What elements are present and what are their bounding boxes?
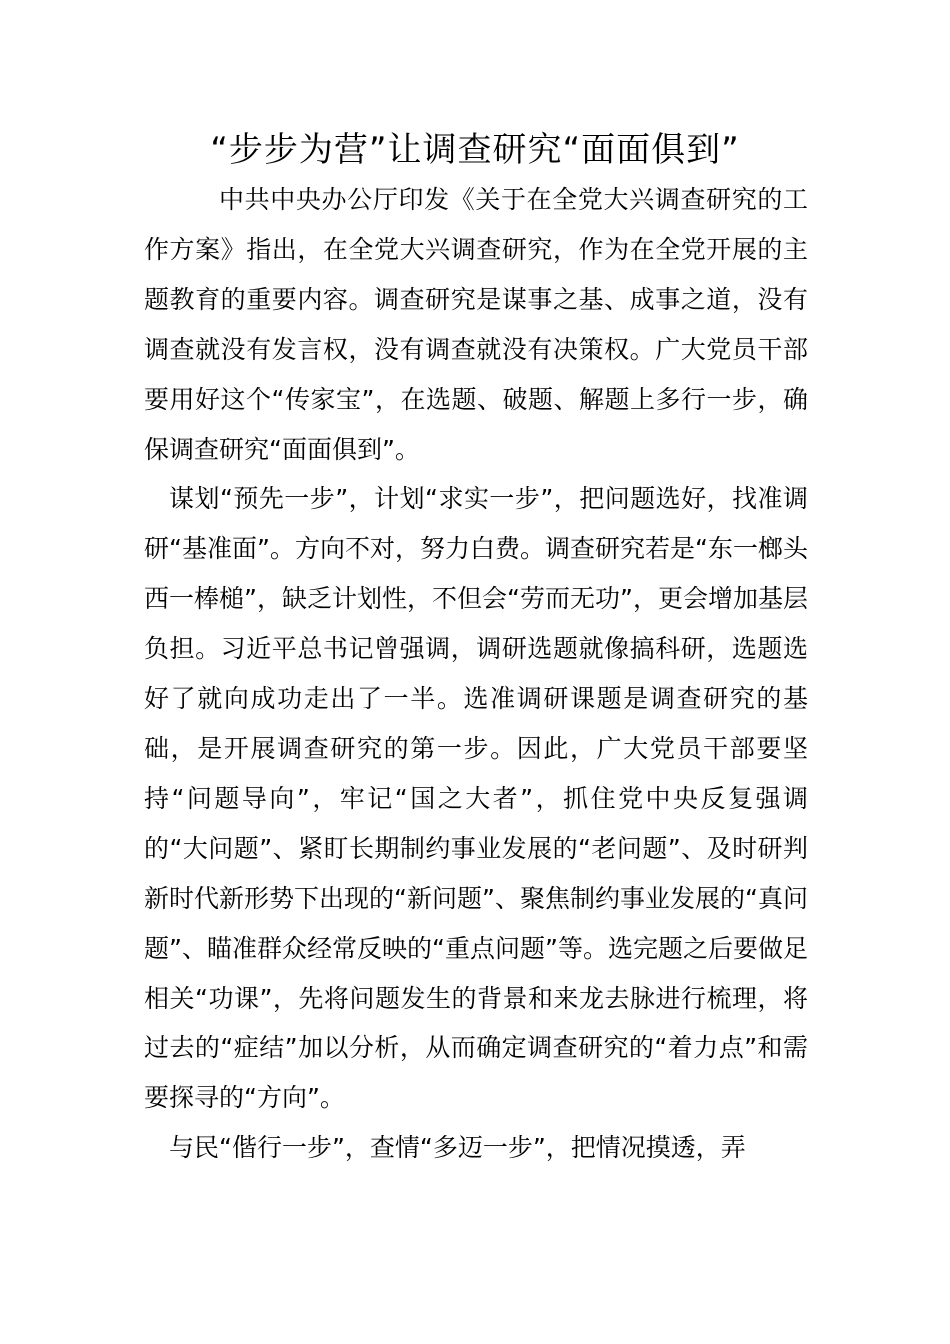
document-body: [144, 175, 808, 1173]
paragraph-with-people: 与民“偕行一步”，查情“多迈一步”，把情况摸透，弄: [169, 1133, 746, 1163]
paragraph-planning: 谋划“预先一步”，计划“求实一步”，把问题选好，找准调研“基准面”。方向不对，努力白费。调查研究若是“东一榔头西一棒槌”，缺乏计划性，不但会“劳而无功”，更会增加基层负担。习近平总书记曾强调，调研选题就像搞科研，选题选好了就向成功走出了一半。选准调研课题是调查研究的基础，是开展调查研究的第一步。因此，广大党员干部要坚持“问题导向”，牢记“国之大者”，抓住党中央反复强调的“大问题”、紧盯长期制约事业发展的“老问题”、及时研判新时代新形势下出现的“新问题”、聚焦制约事业发展的“真问题”、瞄准群众经常反映的“重点问题”等。选完题之后要做足相关“功课”，先将问题发生的背景和来龙去脉进行梳理，将过去的“症结”加以分析，从而确定调查研究的“着力点”和需要探寻的“方向”。: [144, 484, 808, 1113]
document-title: “步步为营”让调查研究“面面俱到”: [210, 130, 740, 170]
paragraph-intro: 中共中央办公厅印发《关于在全党大兴调查研究的工作方案》指出，在全党大兴调查研究，作为在全党开展的主题教育的重要内容。调查研究是谋事之基、成事之道，没有调查就没有发言权，没有调查就没有决策权。广大党员干部要用好这个“传家宝”，在选题、破题、解题上多行一步，确保调查研究“面面俱到”。: [144, 185, 808, 464]
